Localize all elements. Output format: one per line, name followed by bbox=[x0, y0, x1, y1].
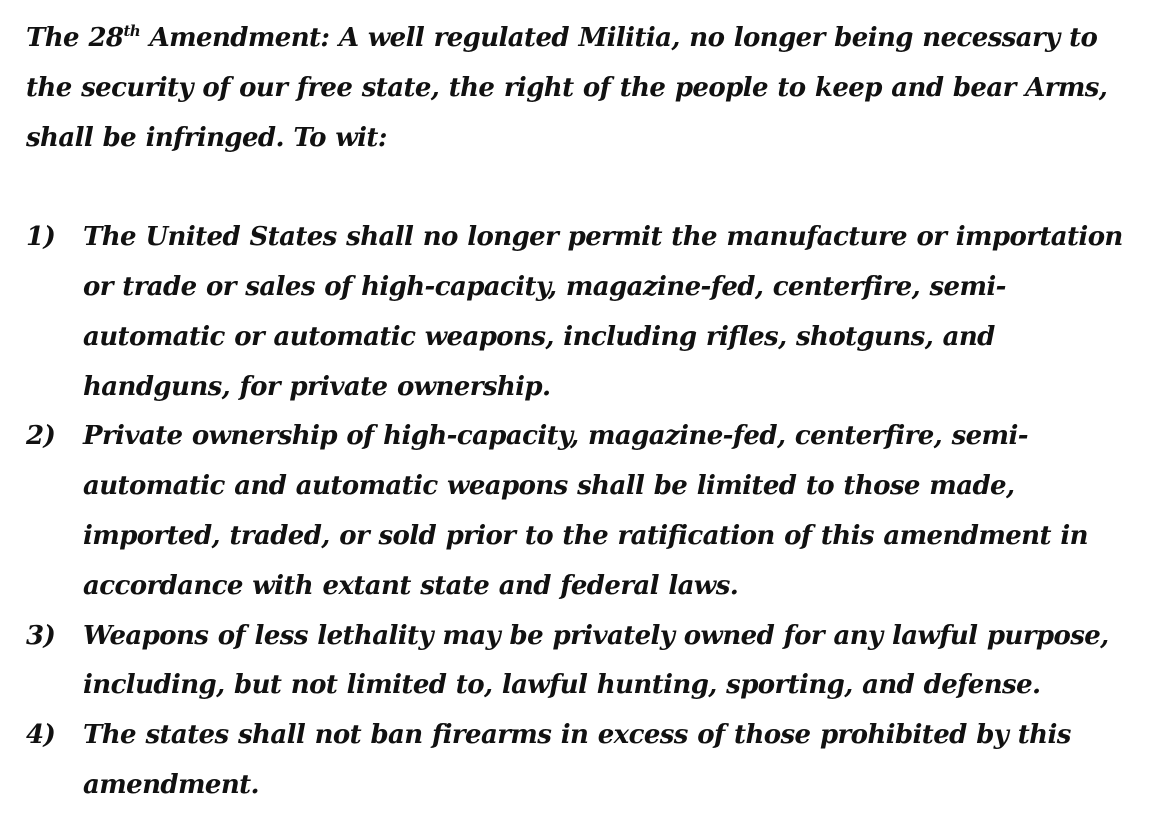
clause-item bbox=[26, 612, 1144, 712]
preamble-lead: The 28 bbox=[26, 23, 124, 53]
clause-item bbox=[26, 412, 1144, 611]
ordinal-superscript: th bbox=[123, 22, 141, 40]
clause-text: Private ownership of high-capacity, magazine-fed, centerfire, semi-automatic and automatic weapons shall be limited to those made, imported, traded, or sold prior to the ratification of this amendment in accordance with extant state and federal laws. bbox=[83, 421, 1088, 601]
clause-number: 3) bbox=[26, 620, 56, 651]
clause-number: 2) bbox=[26, 421, 56, 452]
clause-number: 4) bbox=[26, 720, 56, 751]
clause-number: 1) bbox=[26, 222, 56, 253]
preamble-text: Amendment: A well regulated Militia, no longer being necessary to the security of our free state, the right of the people to keep and bear Arms, shall be infringed. To wit: bbox=[26, 23, 1108, 153]
clause-text: The United States shall no longer permit the manufacture or importation or trade or sales of high-capacity, magazine-fed, centerfire, semi-automatic or automatic weapons, including rifles, shotguns, and handguns, for private ownership. bbox=[83, 222, 1123, 402]
amendment-document bbox=[26, 14, 1144, 811]
clause-list bbox=[26, 213, 1144, 811]
amendment-preamble bbox=[26, 14, 1144, 163]
paragraph-spacer bbox=[26, 163, 1144, 213]
clause-item bbox=[26, 213, 1144, 412]
clause-text: The states shall not ban firearms in excess of those prohibited by this amendment. bbox=[83, 720, 1071, 800]
clause-item bbox=[26, 711, 1144, 811]
clause-text: Weapons of less lethality may be privately owned for any lawful purpose, including, but not limited to, lawful hunting, sporting, and defense. bbox=[83, 620, 1109, 701]
